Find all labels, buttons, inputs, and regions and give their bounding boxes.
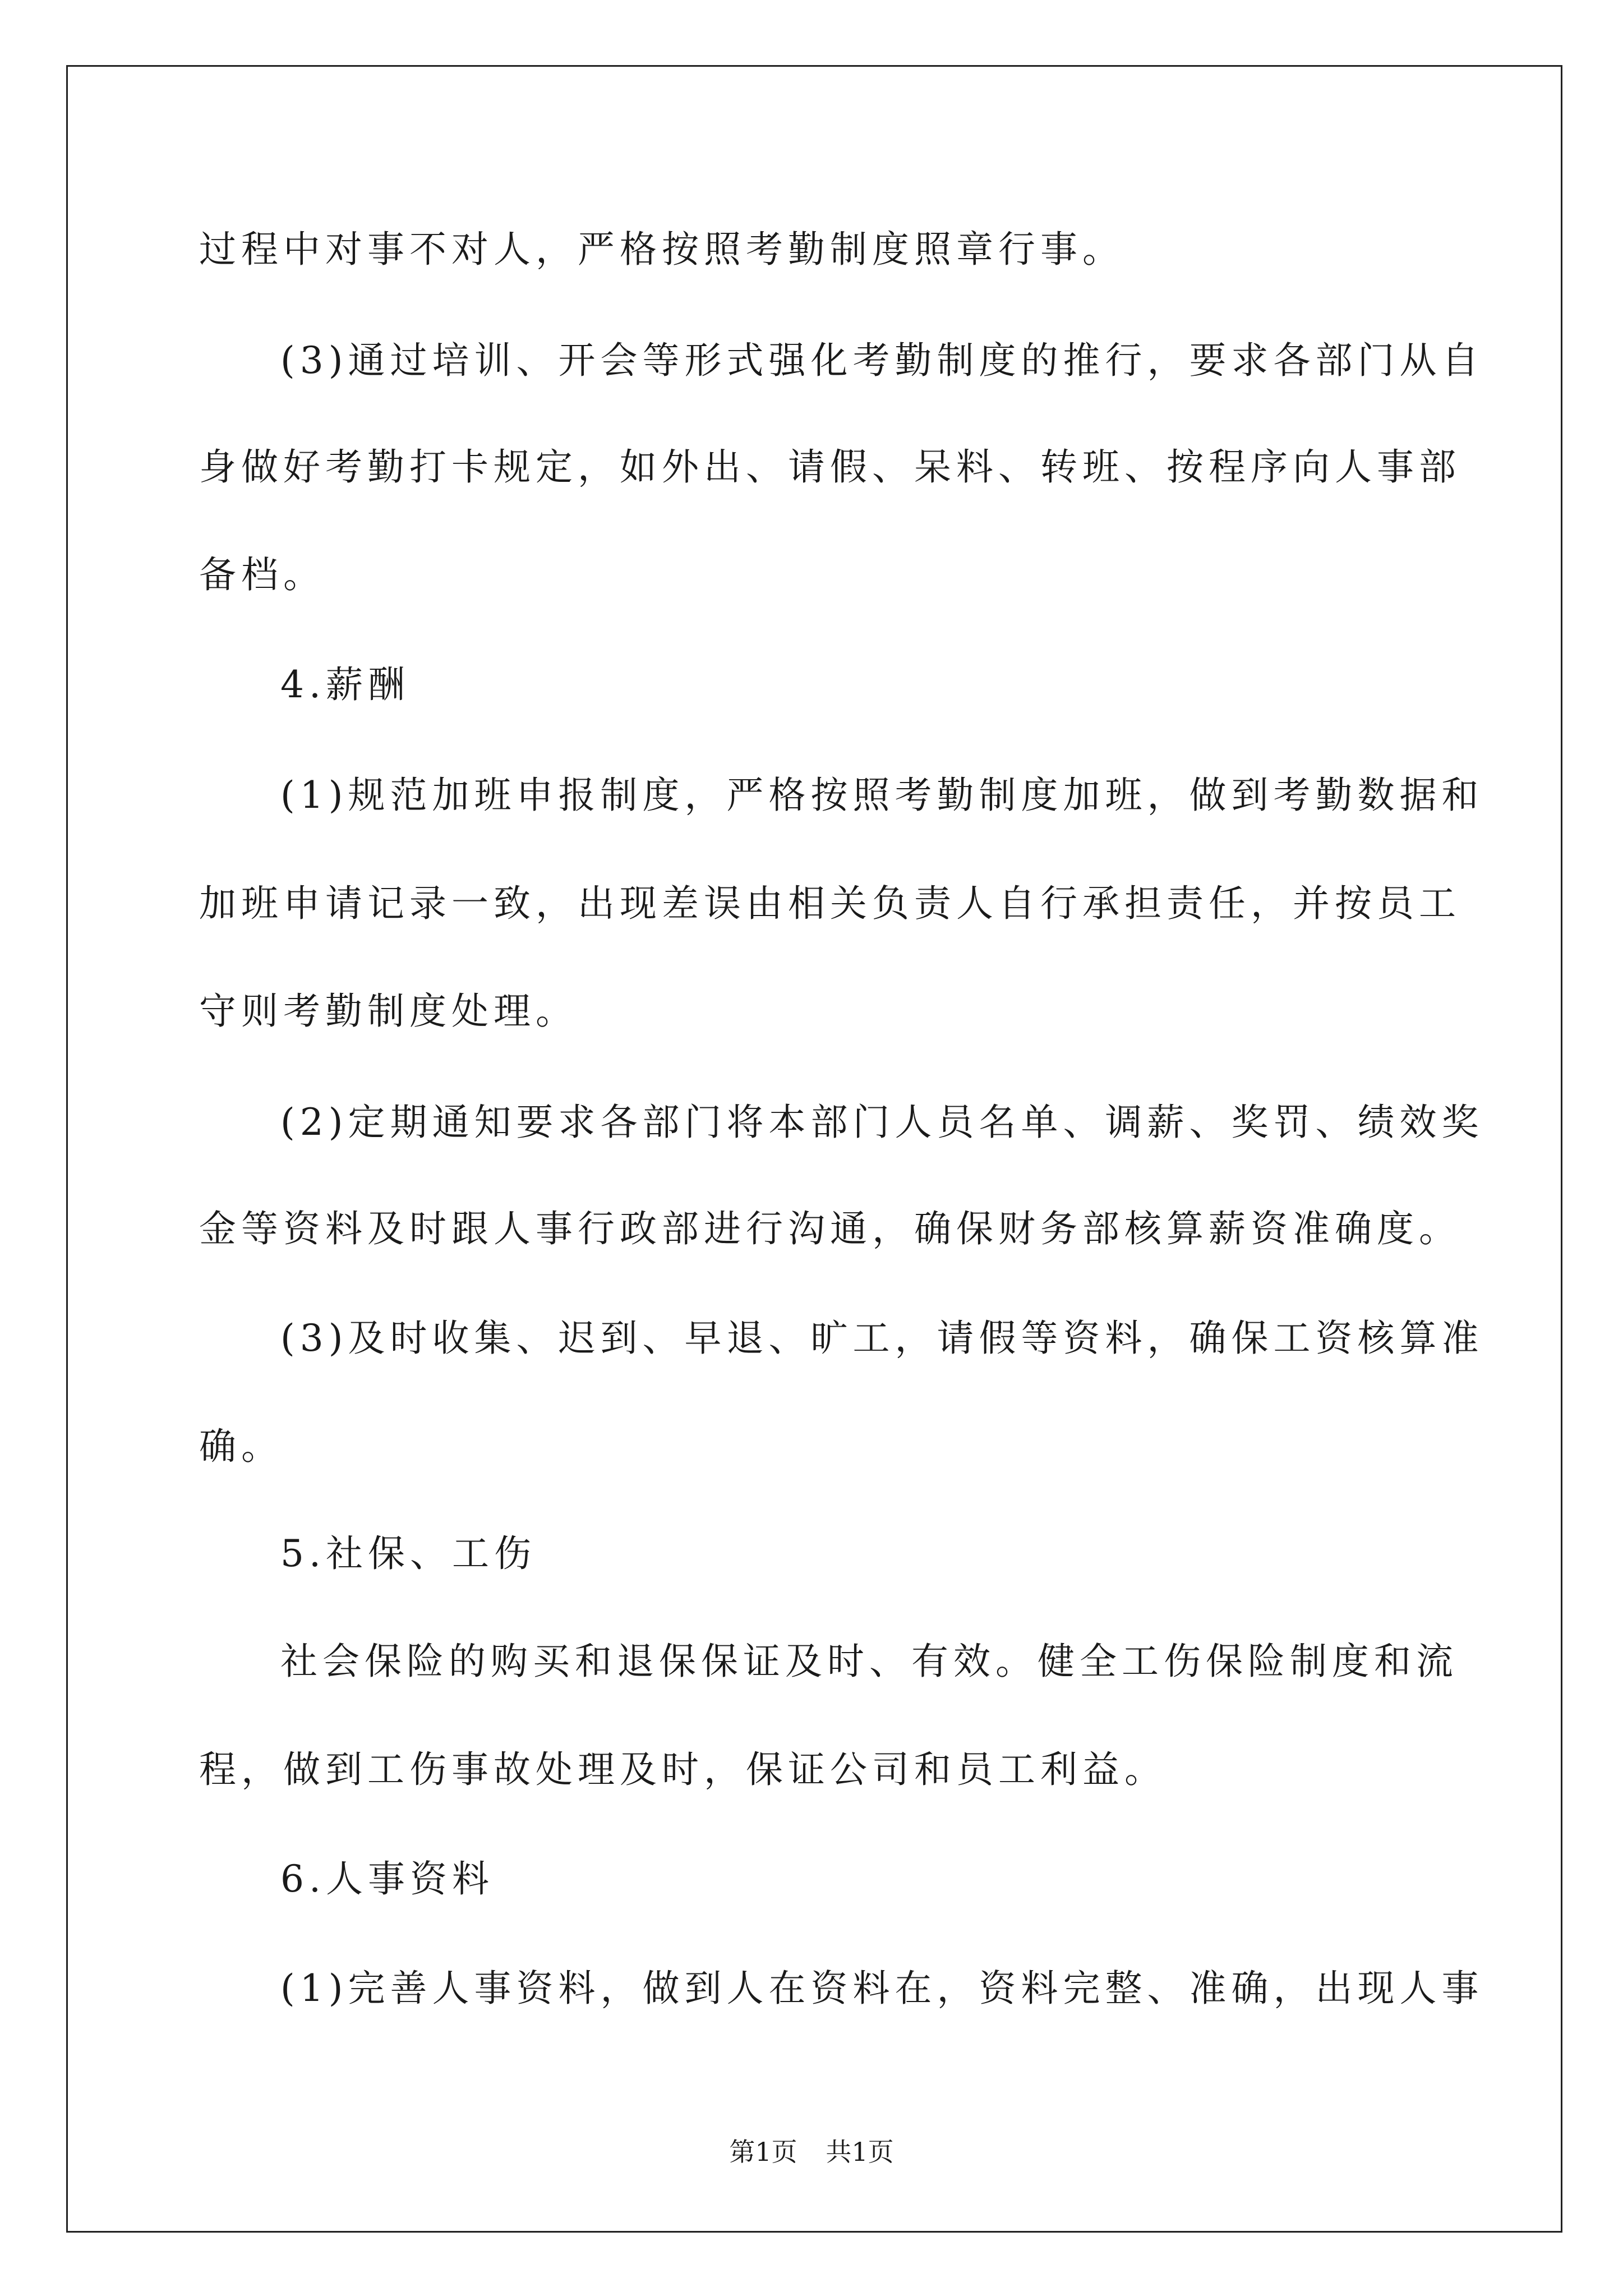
- text-line: (1)规范加班申报制度，严格按照考勤制度加班，做到考勤数据和: [280, 774, 1484, 817]
- text-line: 加班申请记录一致，出现差误由相关负责人自行承担责任，并按员工: [199, 882, 1461, 925]
- text-line: (2)定期通知要求各部门将本部门人员名单、调薪、奖罚、绩效奖: [280, 1101, 1484, 1144]
- page-total: 共1页: [826, 2137, 894, 2167]
- text-line: 过程中对事不对人，严格按照考勤制度照章行事。: [199, 228, 1124, 271]
- text-line: (3)通过培训、开会等形式强化考勤制度的推行，要求各部门从自: [280, 339, 1484, 382]
- section-heading: 5.社保、工伤: [280, 1532, 536, 1575]
- page-footer: [0, 2136, 1623, 2168]
- text-line: 程，做到工伤事故处理及时，保证公司和员工利益。: [199, 1748, 1166, 1791]
- text-line: (3)及时收集、迟到、早退、旷工，请假等资料，确保工资核算准: [280, 1317, 1484, 1360]
- text-line: 确。: [199, 1425, 283, 1468]
- text-line: 身做好考勤打卡规定，如外出、请假、呆料、转班、按程序向人事部: [199, 445, 1461, 489]
- text-line: 社会保险的购买和退保保证及时、有效。健全工伤保险制度和流: [280, 1640, 1458, 1683]
- section-heading: 6.人事资料: [280, 1857, 494, 1901]
- text-line: 金等资料及时跟人事行政部进行沟通，确保财务部核算薪资准确度。: [199, 1207, 1461, 1250]
- section-heading: 4.薪酬: [280, 663, 410, 706]
- page-number: 第1页: [729, 2137, 797, 2167]
- text-line: 守则考勤制度处理。: [199, 990, 578, 1033]
- text-line: 备档。: [199, 553, 325, 596]
- page-border: [66, 65, 1562, 2233]
- text-line: (1)完善人事资料，做到人在资料在，资料完整、准确，出现人事: [280, 1967, 1484, 2010]
